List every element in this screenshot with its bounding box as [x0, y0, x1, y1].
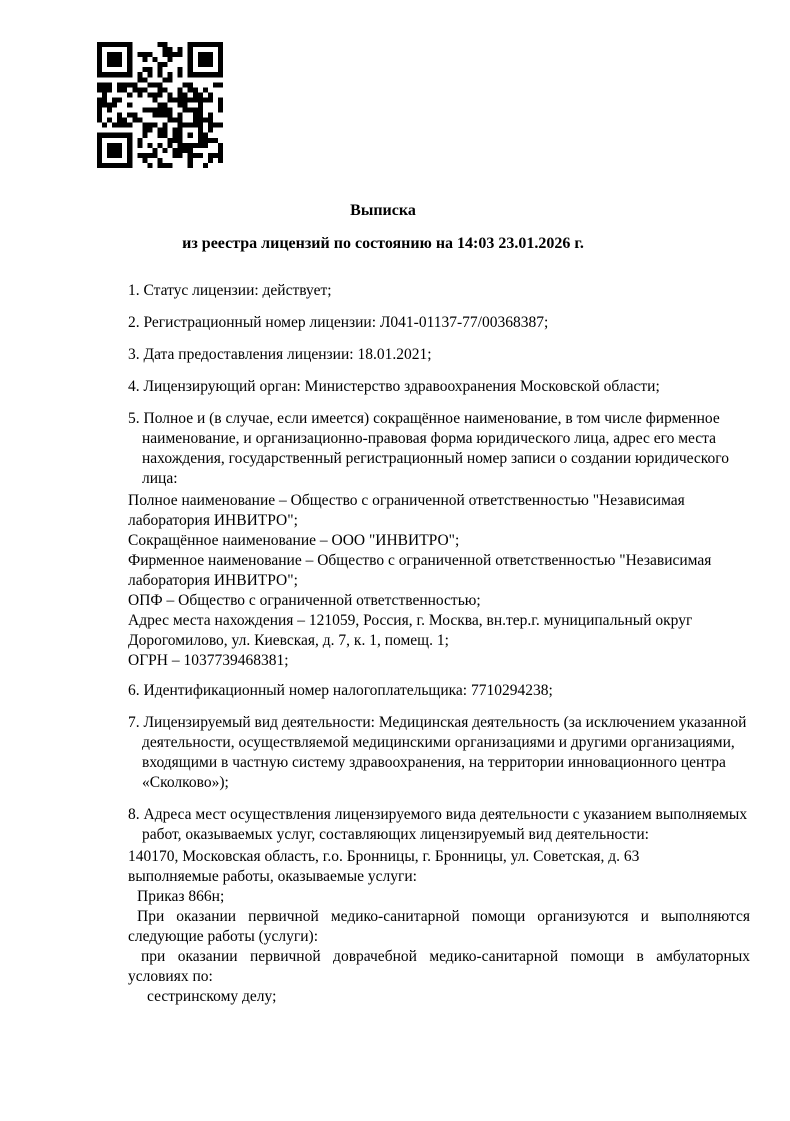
item-number: 4.	[128, 378, 140, 395]
licensing-authority-item	[128, 377, 750, 397]
item-text: Статус лицензии: действует;	[143, 282, 332, 299]
pre-doctor-care-works: при оказании первичной доврачебной медико-санитарной помощи в амбулаторных условиях по:	[128, 948, 750, 985]
document-body	[128, 281, 750, 1007]
activity-addresses-heading-item	[128, 805, 750, 845]
item-text: Лицензируемый вид деятельности: Медицинская деятельность (за исключением указанной деятельности, осуществляемой медицинскими организациями и другими организациями, входящими в частную систему здравоохранения, на территории инновационного центра «Сколково»);	[142, 714, 747, 791]
item-text: Адреса мест осуществления лицензируемого вида деятельности с указанием выполняемых работ, оказываемых услуг, составляющих лицензируемый вид деятельности:	[142, 806, 748, 843]
org-legal-form: ОПФ – Общество с ограниченной ответственностью;	[128, 592, 481, 609]
item-text: Лицензирующий орган: Министерство здравоохранения Московской области;	[143, 378, 660, 395]
item-number: 8.	[128, 806, 140, 823]
item-text: Полное и (в случае, если имеется) сокращённое наименование, в том числе фирменное наименование, и организационно-правовая форма юридического лица, адрес его места нахождения, государственный регистрационный номер записи о создании юридического лица:	[142, 410, 730, 487]
activity-address-details	[128, 847, 750, 1007]
works-label: выполняемые работы, оказываемые услуги:	[128, 868, 417, 885]
licensed-activity-item	[128, 713, 750, 793]
item-number: 6.	[128, 682, 140, 699]
item-number: 2.	[128, 314, 140, 331]
item-number: 7.	[128, 714, 140, 731]
item-number: 3.	[128, 346, 140, 363]
item-text: Дата предоставления лицензии: 18.01.2021;	[143, 346, 432, 363]
activity-address: 140170, Московская область, г.о. Бронницы, г. Бронницы, ул. Советская, д. 63	[128, 848, 640, 865]
license-reg-number-item	[128, 313, 750, 333]
taxpayer-id-item	[128, 681, 750, 701]
nursing-work-item: сестринскому делу;	[147, 988, 277, 1005]
organization-details	[128, 491, 750, 671]
item-text: Идентификационный номер налогоплательщика: 7710294238;	[143, 682, 553, 699]
license-grant-date-item	[128, 345, 750, 365]
qr-code-icon	[97, 42, 223, 168]
org-address: Адрес места нахождения – 121059, Россия, г. Москва, вн.тер.г. муниципальный округ Дорогомилово, ул. Киевская, д. 7, к. 1, помещ. 1;	[128, 612, 693, 649]
primary-care-works: При оказании первичной медико-санитарной помощи организуются и выполняются следующие работы (услуги):	[128, 908, 750, 945]
document-header	[0, 200, 790, 254]
license-status-item	[128, 281, 750, 301]
order-reference: Приказ 866н;	[137, 888, 225, 905]
item-number: 5.	[128, 410, 140, 427]
org-full-name: Полное наименование – Общество с ограниченной ответственностью "Независимая лаборатория ИНВИТРО";	[128, 492, 685, 529]
document-subtitle: из реестра лицензий по состоянию на 14:03 23.01.2026 г.	[182, 235, 584, 252]
org-short-name: Сокращённое наименование – ООО "ИНВИТРО";	[128, 532, 460, 549]
item-text: Регистрационный номер лицензии: Л041-01137-77/00368387;	[143, 314, 549, 331]
org-brand-name: Фирменное наименование – Общество с ограниченной ответственностью "Независимая лаборатория ИНВИТРО";	[128, 552, 712, 589]
document-title: Выписка	[350, 202, 416, 219]
item-number: 1.	[128, 282, 140, 299]
org-ogrn: ОГРН – 1037739468381;	[128, 652, 289, 669]
org-names-heading-item	[128, 409, 750, 489]
